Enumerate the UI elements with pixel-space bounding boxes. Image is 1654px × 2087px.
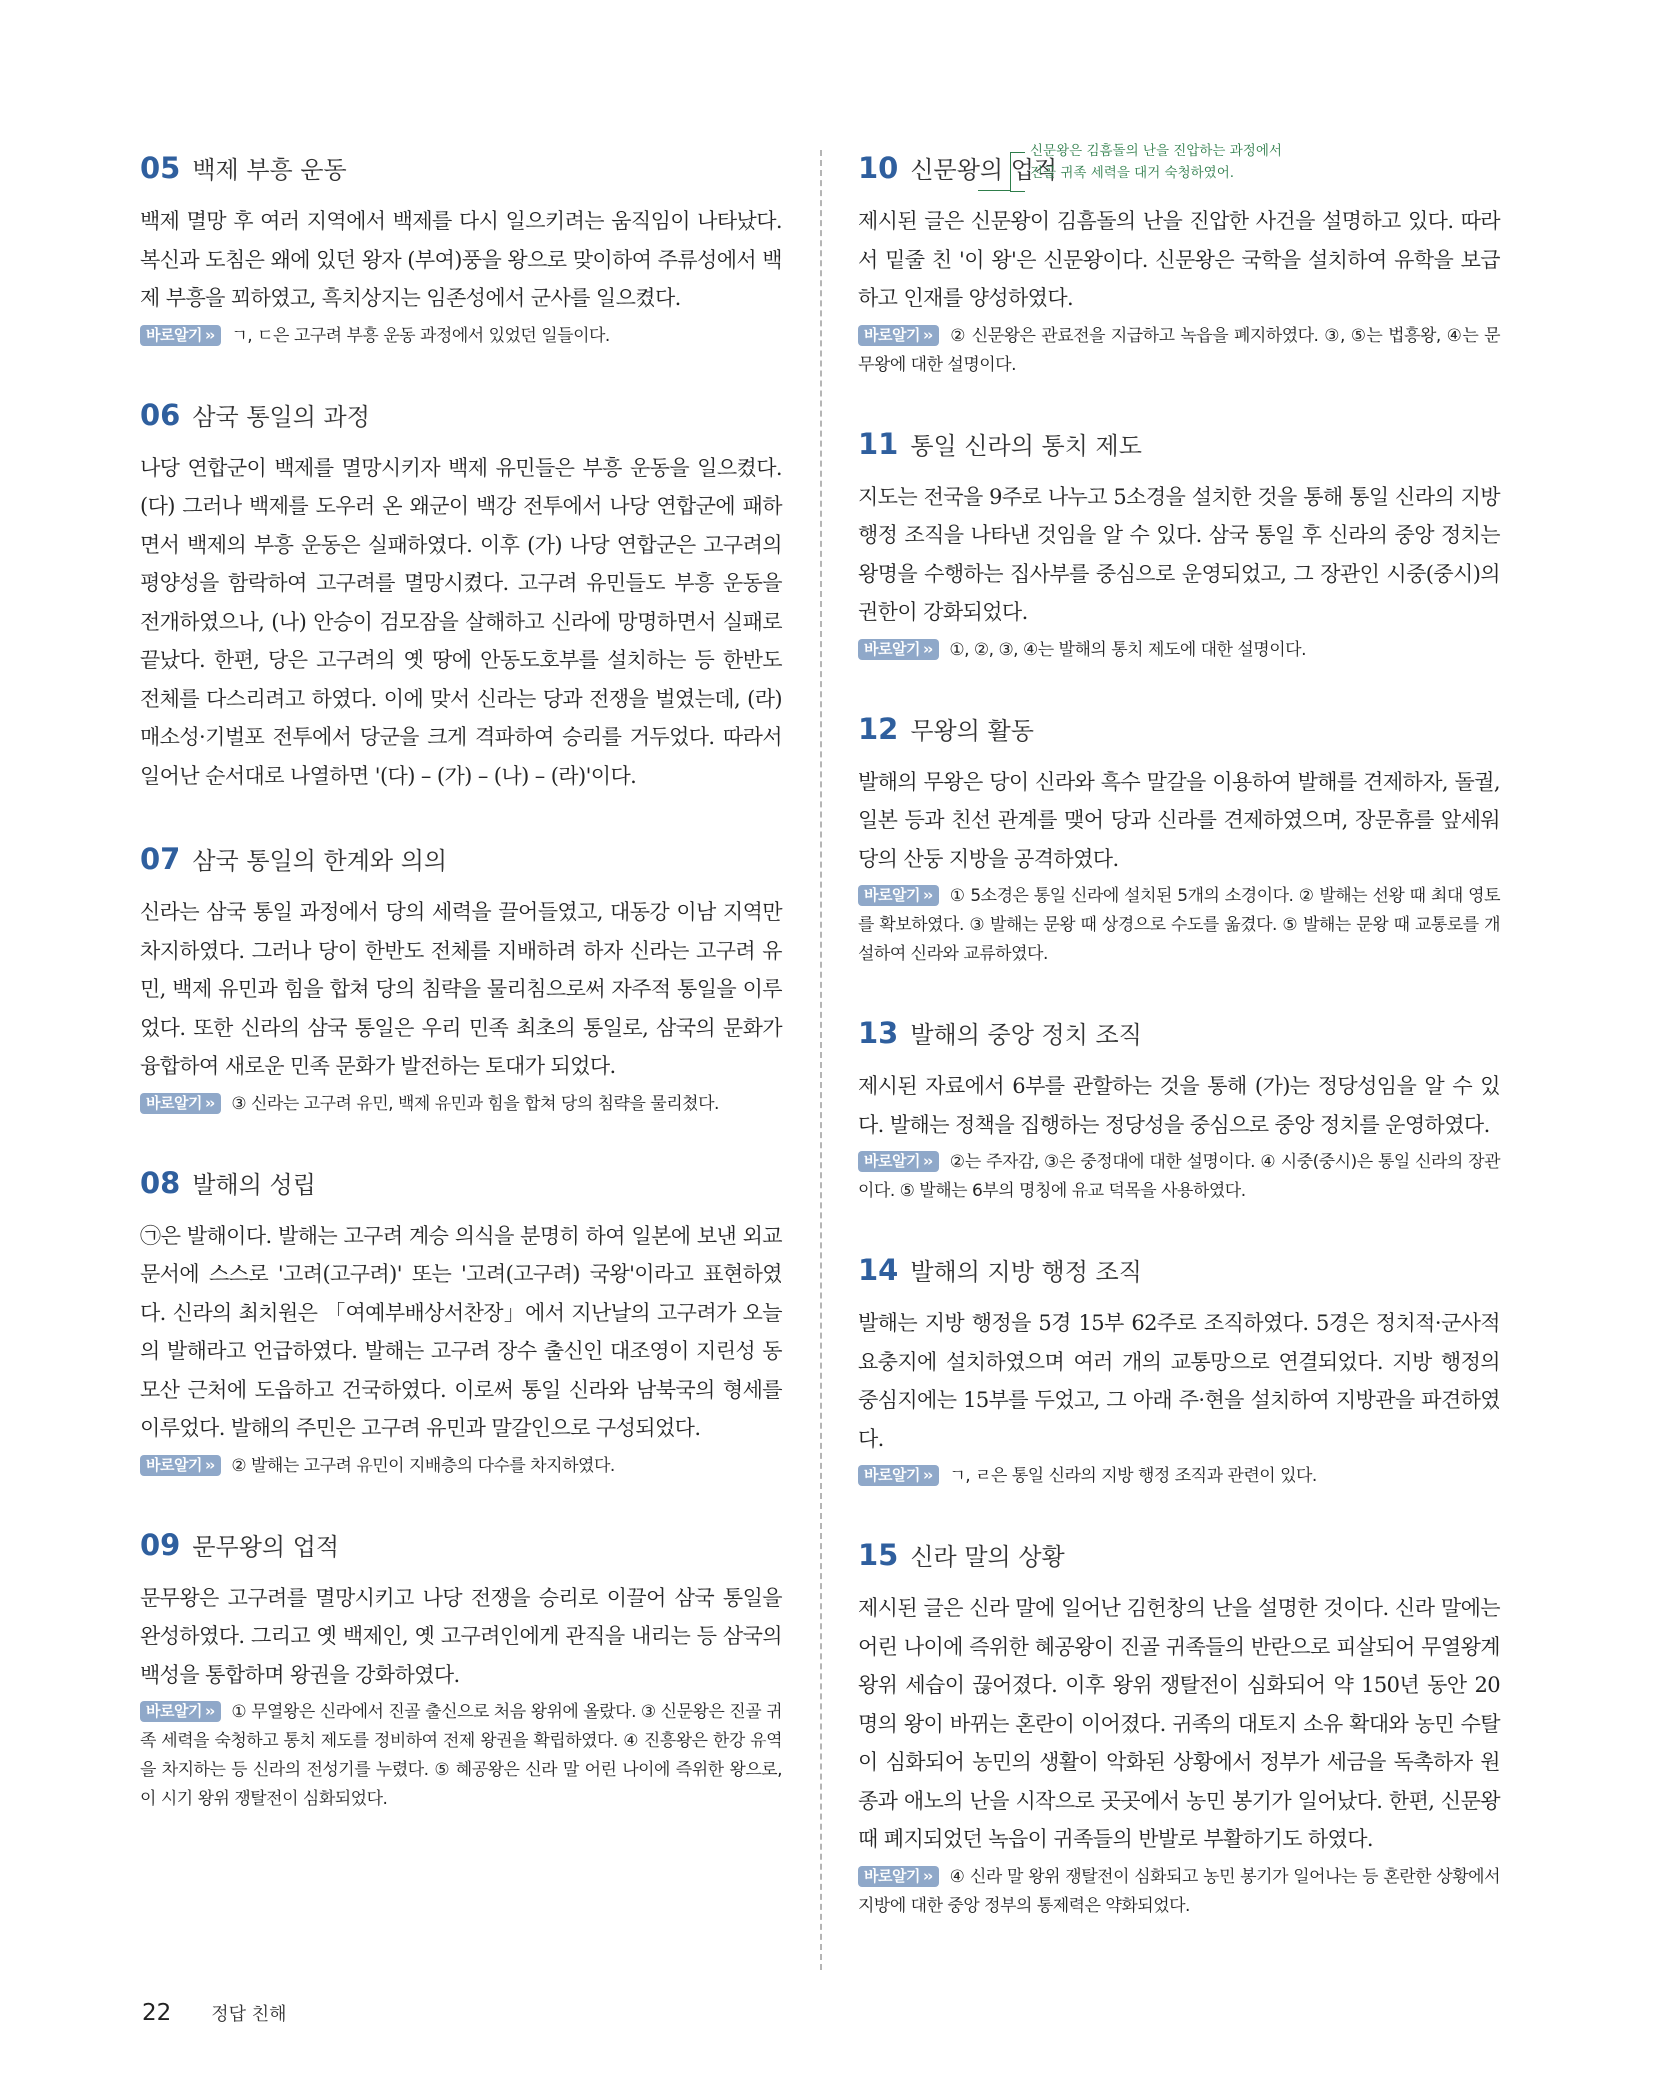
handwritten-callout	[1030, 140, 1282, 184]
badge-label: 바로알기	[146, 1093, 202, 1112]
double-chevron-icon: ››	[922, 639, 932, 658]
explanation-text: 발해는 지방 행정을 5경 15부 62주로 조직하였다. 5경은 정치적·군사적 요충지에 설치하였으며 여러 개의 교통망으로 연결되었다. 지방 행정의 중심지에는 15부를 두었고, 그 아래 주·현을 설치하여 지방관을 파견하였다.	[858, 1311, 1500, 1451]
section-title: 발해의 성립	[192, 1170, 316, 1199]
section-title: 무왕의 활동	[910, 716, 1034, 745]
badge-label: 바로알기	[864, 325, 920, 344]
question-number: 10	[858, 151, 899, 185]
question-number: 06	[140, 397, 181, 432]
answer-section-08	[140, 1165, 782, 1481]
explanation-text: 제시된 글은 신라 말에 일어난 김헌창의 난을 설명한 것이다. 신라 말에는 어린 나이에 즉위한 혜공왕이 진골 귀족들의 반란으로 피살되어 무열왕계 왕위 세습이 끊어졌다. 이후 왕위 쟁탈전이 심화되어 약 150년 동안 20명의 왕이 바뀌는 혼란이 이어졌다. 귀족의 대토지 소유 확대와 농민 수탈이 심화되어 농민의 생활이 악화된 상황에서 정부가 세금을 독촉하자 원종과 애노의 난을 시작으로 곳곳에서 농민 봉기가 일어났다. 한편, 신문왕 때 폐지되었던 녹읍이 귀족들의 반발로 부활하기도 하였다.	[858, 1596, 1500, 1851]
question-number: 07	[140, 842, 181, 876]
callout-underline	[978, 190, 1010, 191]
right-column	[858, 150, 1500, 1967]
correction-text: ②는 주자감, ③은 중정대에 대한 설명이다. ④ 시중(중시)은 통일 신라의 장관이다. ⑤ 발해는 6부의 명칭에 유교 덕목을 사용하였다.	[858, 1152, 1500, 1201]
section-heading	[140, 1527, 782, 1571]
correction-badge	[858, 885, 939, 906]
callout-line-1: 신문왕은 김흠돌의 난을 진압하는 과정에서	[1030, 143, 1282, 159]
correction-text: ㄱ, ㄷ은 고구려 부흥 운동 과정에서 있었던 일들이다.	[231, 325, 610, 346]
explanation-text: 지도는 전국을 9주로 나누고 5소경을 설치한 것을 통해 통일 신라의 지방 행정 조직을 나타낸 것임을 알 수 있다. 삼국 통일 후 신라의 중앙 정치는 왕명을 수행하는 집사부를 중심으로 운영되었고, 그 장관인 시중(중시)의 권한이 강화되었다.	[858, 484, 1500, 624]
correction-text: ③ 신라는 고구려 유민, 백제 유민과 힘을 합쳐 당의 침략을 물리쳤다.	[231, 1093, 719, 1114]
correction-text: ㄱ, ㄹ은 통일 신라의 지방 행정 조직과 관련이 있다.	[949, 1466, 1317, 1486]
correction-badge	[858, 639, 939, 660]
section-title: 신라 말의 상황	[910, 1543, 1065, 1571]
double-chevron-icon: ››	[922, 1866, 932, 1885]
question-number: 15	[858, 1538, 899, 1572]
question-number: 12	[858, 711, 899, 746]
correction-note	[140, 1452, 782, 1481]
double-chevron-icon: ››	[204, 1702, 214, 1720]
correction-note	[858, 1863, 1500, 1921]
answer-section-14	[858, 1252, 1500, 1491]
section-title: 문무왕의 업적	[192, 1532, 340, 1561]
badge-label: 바로알기	[864, 1866, 920, 1885]
answer-section-09	[140, 1527, 782, 1815]
section-title: 삼국 통일의 과정	[192, 402, 370, 431]
explanation-text: ㉠은 발해이다. 발해는 고구려 계승 의식을 분명히 하여 일본에 보낸 외교 문서에 스스로 '고려(고구려)' 또는 '고려(고구려) 국왕'이라고 표현하였다. 신라의 최치원은 「여예부배상서찬장」에서 지난날의 고구려가 오늘의 발해라고 언급하였다. 발해는 고구려 장수 출신인 대조영이 지린성 동모산 근처에 도읍하고 건국하였다. 이로써 통일 신라와 남북국의 형세를 이루었다. 발해의 주민은 고구려 유민과 말갈인으로 구성되었다.	[140, 1223, 782, 1440]
explanation-text: 신라는 삼국 통일 과정에서 당의 세력을 끌어들였고, 대동강 이남 지역만 차지하였다. 그러나 당이 한반도 전체를 지배하려 하자 신라는 고구려 유민, 백제 유민과 힘을 합쳐 당의 침략을 물리침으로써 자주적 통일을 이루었다. 또한 신라의 삼국 통일은 우리 민족 최초의 통일로, 삼국의 문화가 융합하여 새로운 민족 문화가 발전하는 토대가 되었다.	[140, 900, 782, 1078]
correction-text: ② 발해는 고구려 유민이 지배층의 다수를 차지하였다.	[231, 1455, 615, 1476]
explanation-text: 백제 멸망 후 여러 지역에서 백제를 다시 일으키려는 움직임이 나타났다. 복신과 도침은 왜에 있던 왕자 (부여)풍을 왕으로 맞이하여 주류성에서 백제 부흥을 꾀하였고, 흑치상지는 임존성에서 군사를 일으켰다.	[140, 209, 782, 310]
badge-label: 바로알기	[864, 639, 920, 658]
explanation-text: 나당 연합군이 백제를 멸망시키자 백제 유민들은 부흥 운동을 일으켰다. (다) 그러나 백제를 도우러 온 왜군이 백강 전투에서 나당 연합군에 패하면서 백제의 부흥 운동은 실패하였다. 이후 (가) 나당 연합군은 고구려의 평양성을 함락하여 고구려를 멸망시켰다. 고구려 유민들도 부흥 운동을 전개하였으나, (나) 안승이 검모잠을 살해하고 신라에 망명하면서 실패로 끝났다. 한편, 당은 고구려의 옛 땅에 안동도호부를 설치하는 등 한반도 전체를 다스리려고 하였다. 이에 맞서 신라는 당과 전쟁을 벌였는데, (라) 매소성·기벌포 전투에서 당군을 크게 격파하여 승리를 거두었다. 따라서 일어난 순서대로 나열하면 '(다) – (가) – (나) – (라)'이다.	[140, 455, 782, 788]
explanation-text: 문무왕은 고구려를 멸망시키고 나당 전쟁을 승리로 이끌어 삼국 통일을 완성하였다. 그리고 옛 백제인, 옛 고구려인에게 관직을 내리는 등 삼국의 백성을 통합하며 왕권을 강화하였다.	[140, 1585, 782, 1687]
badge-label: 바로알기	[864, 1466, 920, 1484]
answer-section-11	[858, 426, 1500, 665]
section-heading	[140, 150, 782, 194]
double-chevron-icon: ››	[204, 1455, 214, 1474]
answer-section-13	[858, 1015, 1500, 1206]
correction-badge	[140, 1455, 221, 1476]
question-number: 13	[858, 1016, 899, 1050]
correction-badge	[858, 1866, 939, 1887]
section-title: 통일 신라의 통치 제도	[910, 431, 1142, 460]
answer-section-15	[858, 1537, 1500, 1921]
double-chevron-icon: ››	[922, 1152, 932, 1170]
correction-badge	[858, 325, 939, 346]
badge-label: 바로알기	[146, 1455, 202, 1474]
left-column	[140, 150, 782, 1860]
section-heading	[858, 1537, 1500, 1581]
correction-note	[858, 636, 1500, 665]
answer-section-06	[140, 397, 782, 796]
correction-badge	[858, 1465, 939, 1486]
correction-text: ④ 신라 말 왕위 쟁탈전이 심화되고 농민 봉기가 일어나는 등 혼란한 상황에서 지방에 대한 중앙 정부의 통제력은 약화되었다.	[858, 1866, 1500, 1916]
answer-section-10	[858, 150, 1500, 380]
explanation-text: 제시된 자료에서 6부를 관할하는 것을 통해 (가)는 정당성임을 알 수 있다. 발해는 정책을 집행하는 정당성을 중심으로 중앙 정치를 운영하였다.	[858, 1074, 1500, 1137]
correction-note	[140, 322, 782, 351]
badge-label: 바로알기	[864, 1152, 920, 1170]
section-title: 삼국 통일의 한계와 의의	[192, 847, 448, 875]
badge-label: 바로알기	[864, 886, 920, 904]
badge-label: 바로알기	[146, 325, 202, 344]
correction-text: ② 신문왕은 관료전을 지급하고 녹읍을 폐지하였다. ③, ⑤는 법흥왕, ④는 문무왕에 대한 설명이다.	[858, 325, 1500, 375]
double-chevron-icon: ››	[204, 1093, 214, 1112]
correction-badge	[140, 1701, 221, 1722]
correction-badge	[858, 1151, 939, 1172]
double-chevron-icon: ››	[204, 325, 214, 344]
question-number: 05	[140, 151, 181, 185]
section-heading	[140, 397, 782, 441]
question-number: 11	[858, 426, 899, 461]
question-number: 09	[140, 1527, 181, 1562]
correction-note	[858, 1462, 1500, 1491]
page-footer	[142, 2000, 287, 2026]
page-number: 22	[142, 2000, 172, 2026]
column-divider	[820, 150, 822, 1970]
section-heading	[858, 711, 1500, 755]
double-chevron-icon: ››	[922, 886, 932, 904]
correction-text: ① 5소경은 통일 신라에 설치된 5개의 소경이다. ② 발해는 선왕 때 최대 영토를 확보하였다. ③ 발해는 문왕 때 상경으로 수도를 옮겼다. ⑤ 발해는 문왕 때 교통로를 개설하여 신라와 교류하였다.	[858, 886, 1500, 964]
correction-note	[140, 1090, 782, 1119]
section-title: 신문왕의 업적	[910, 156, 1058, 184]
callout-line-2: 진골 귀족 세력을 대거 숙청하였어.	[1030, 165, 1235, 181]
answer-section-05	[140, 150, 782, 351]
section-heading	[858, 426, 1500, 470]
correction-badge	[140, 325, 221, 346]
question-number: 08	[140, 1165, 181, 1200]
explanation-text: 제시된 글은 신문왕이 김흠돌의 난을 진압한 사건을 설명하고 있다. 따라서 밑줄 친 '이 왕'은 신문왕이다. 신문왕은 국학을 설치하여 유학을 보급하고 인재를 양성하였다.	[858, 209, 1500, 310]
correction-note	[858, 882, 1500, 969]
section-heading	[140, 841, 782, 885]
correction-badge	[140, 1093, 221, 1114]
section-heading	[858, 1015, 1500, 1059]
footer-label: 정답 친해	[211, 2004, 287, 2025]
double-chevron-icon: ››	[922, 325, 932, 344]
correction-text: ① 무열왕은 신라에서 진골 출신으로 처음 왕위에 올랐다. ③ 신문왕은 진골 귀족 세력을 숙청하고 통치 제도를 정비하여 전제 왕권을 확립하였다. ④ 진흥왕은 한강 유역을 차지하는 등 신라의 전성기를 누렸다. ⑤ 혜공왕은 신라 말 어린 나이에 즉위한 왕으로, 이 시기 왕위 쟁탈전이 심화되었다.	[140, 1702, 782, 1809]
answer-section-07	[140, 841, 782, 1119]
section-heading	[140, 1165, 782, 1209]
section-title: 발해의 중앙 정치 조직	[910, 1021, 1142, 1049]
question-number: 14	[858, 1253, 899, 1287]
explanation-text: 발해의 무왕은 당이 신라와 흑수 말갈을 이용하여 발해를 견제하자, 돌궐, 일본 등과 친선 관계를 맺어 당과 신라를 견제하였으며, 장문휴를 앞세워 당의 산둥 지방을 공격하였다.	[858, 769, 1500, 871]
answer-section-12	[858, 711, 1500, 970]
double-chevron-icon: ››	[922, 1466, 932, 1484]
correction-text: ①, ②, ③, ④는 발해의 통치 제도에 대한 설명이다.	[949, 639, 1306, 660]
section-heading	[858, 1252, 1500, 1296]
callout-bracket	[1010, 152, 1025, 192]
badge-label: 바로알기	[146, 1702, 202, 1720]
correction-note	[140, 1698, 782, 1814]
section-title: 백제 부흥 운동	[192, 156, 347, 184]
correction-note	[858, 1148, 1500, 1206]
correction-note	[858, 322, 1500, 380]
section-title: 발해의 지방 행정 조직	[910, 1258, 1142, 1286]
